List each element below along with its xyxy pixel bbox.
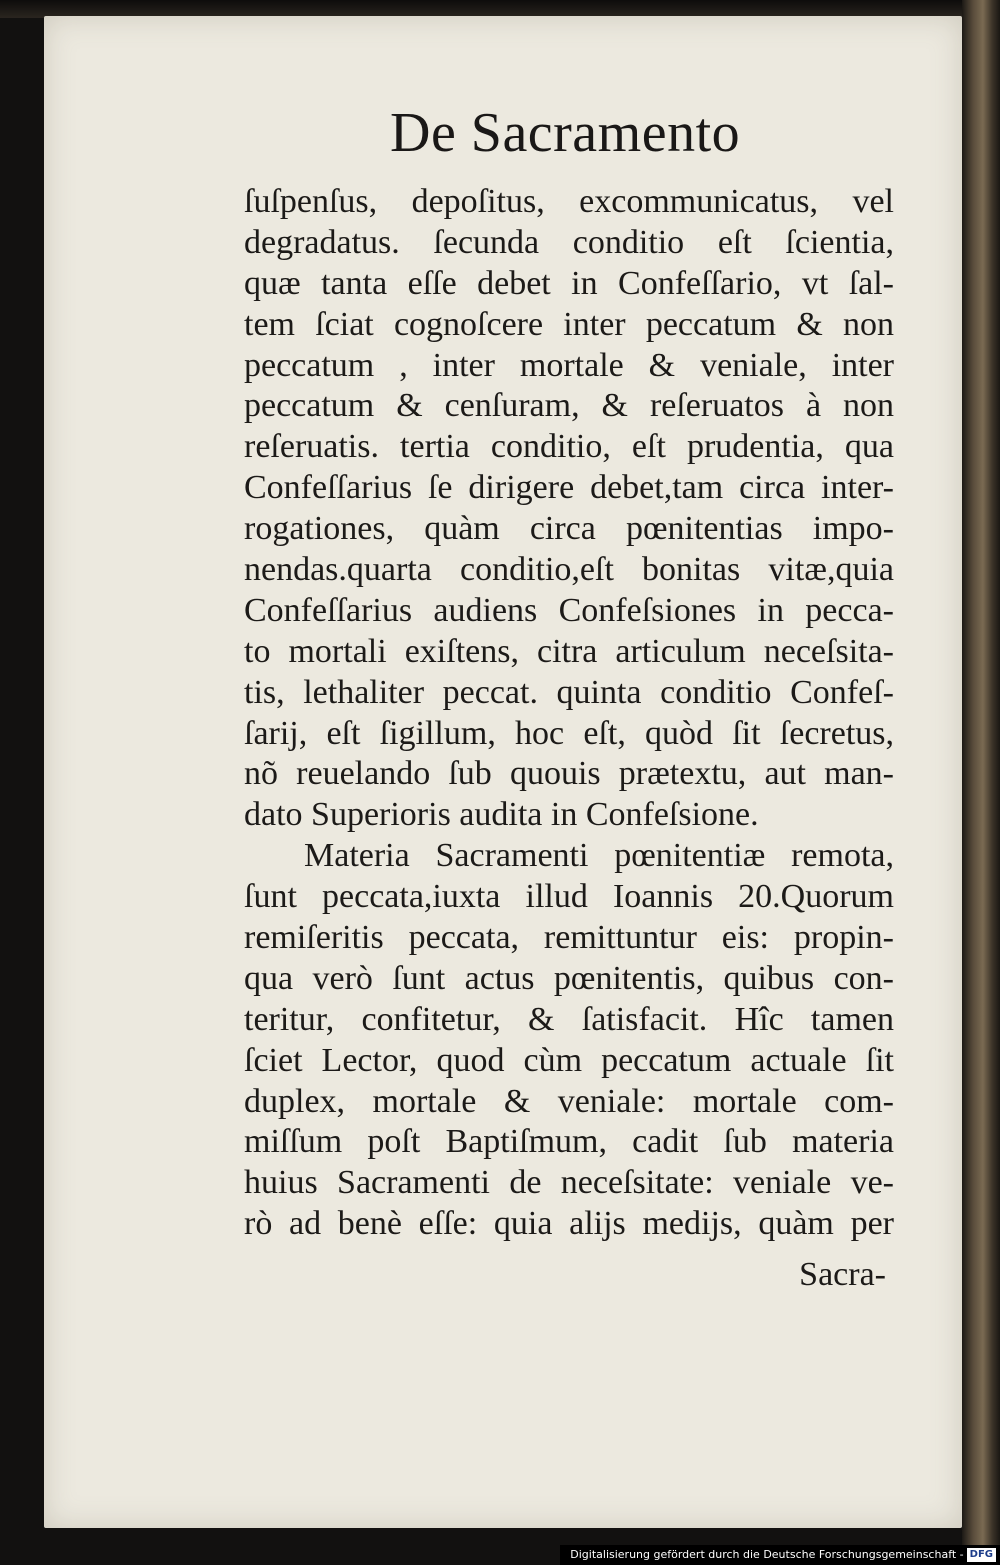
text-line: reſeruatis. tertia conditio, eſt prudentia, qua bbox=[244, 428, 894, 466]
text-line: quæ tanta eſſe debet in Confeſſario, vt ſal- bbox=[244, 264, 894, 302]
catchword: Sacra- bbox=[799, 1256, 886, 1293]
text-line: ſuſpenſus, depoſitus, excommunicatus, vel bbox=[244, 183, 894, 220]
text-line: remiſeritis peccata, remittuntur eis: propin- bbox=[244, 919, 894, 957]
text-line: duplex, mortale & veniale: mortale com- bbox=[244, 1082, 894, 1120]
text-line: peccatum , inter mortale & veniale, inter bbox=[244, 346, 894, 384]
text-line: ſunt peccata,iuxta illud Ioannis 20.Quorum bbox=[244, 878, 894, 916]
text-line: nendas.quarta conditio,eſt bonitas vitæ,quia bbox=[244, 551, 894, 589]
text-line: miſſum poſt Baptiſmum, cadit ſub materia bbox=[244, 1123, 894, 1161]
text-line: rogationes, quàm circa pœnitentias impo- bbox=[244, 510, 894, 548]
page-running-title: De Sacramento bbox=[390, 102, 741, 164]
text-line: Confeſſarius audiens Confeſsiones in pecca- bbox=[244, 591, 894, 629]
credit-text: Digitalisierung gefördert durch die Deutsche Forschungsgemeinschaft - bbox=[570, 1548, 964, 1561]
text-line: nõ reuelando ſub quouis prætextu, aut man- bbox=[244, 755, 894, 793]
text-line: to mortali exiſtens, citra articulum neceſsita- bbox=[244, 632, 894, 670]
text-line: tem ſciat cognoſcere inter peccatum & non bbox=[244, 305, 894, 343]
text-line: degradatus. ſecunda conditio eſt ſcientia, bbox=[244, 223, 894, 261]
text-line: qua verò ſunt actus pœnitentis, quibus con- bbox=[244, 959, 894, 997]
digitization-credit bbox=[560, 1545, 1000, 1565]
text-line: huius Sacramenti de neceſsitate: veniale ve- bbox=[244, 1164, 894, 1202]
text-line: teritur, confitetur, & ſatisfacit. Hîc tamen bbox=[244, 1000, 894, 1038]
text-line: rò ad benè eſſe: quia alijs medijs, quàm per bbox=[244, 1205, 894, 1243]
book-spine-edge bbox=[962, 0, 1000, 1565]
text-line: dato Superioris audita in Confeſsione. bbox=[244, 796, 759, 834]
page-body-text bbox=[244, 182, 894, 1245]
text-line: ſarij, eſt ſigillum, hoc eſt, quòd ſit ſecretus, bbox=[244, 714, 894, 752]
text-line: Confeſſarius ſe dirigere debet,tam circa inter- bbox=[244, 469, 894, 507]
dfg-logo: DFG bbox=[967, 1548, 996, 1562]
text-line: peccatum & cenſuram, & reſeruatos à non bbox=[244, 387, 894, 425]
text-line: tis, lethaliter peccat. quinta conditio Confeſ- bbox=[244, 673, 894, 711]
text-line: Materia Sacramenti pœnitentiæ remota, bbox=[304, 837, 894, 875]
text-line: ſciet Lector, quod cùm peccatum actuale ſit bbox=[244, 1041, 894, 1079]
